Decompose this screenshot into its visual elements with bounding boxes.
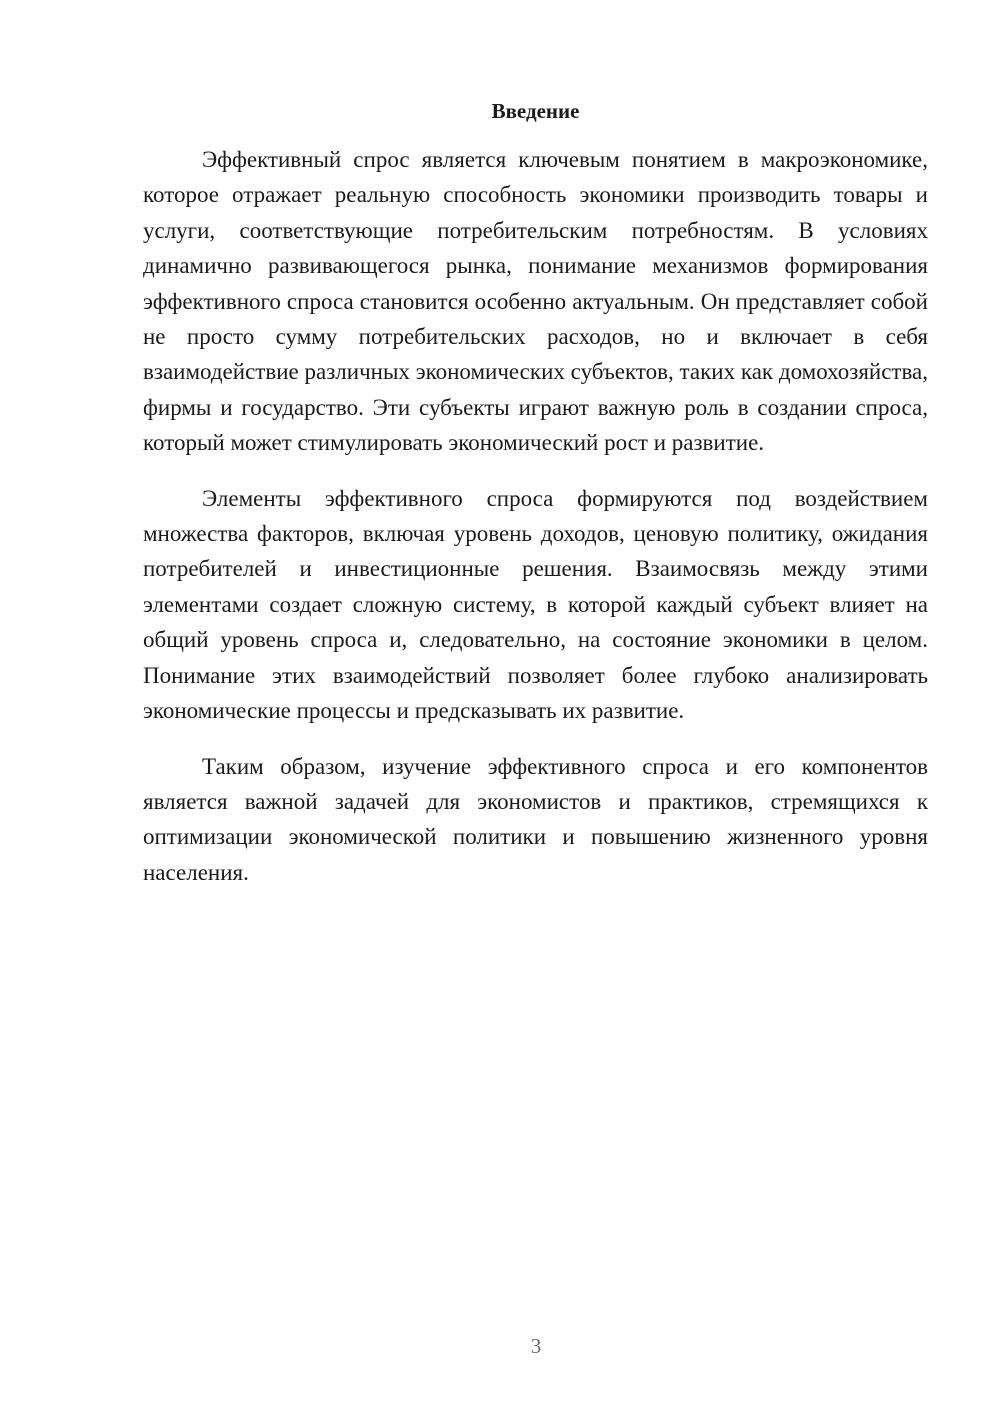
- section-title: Введение: [491, 99, 580, 123]
- paragraph-3: Таким образом, изучение эффективного спроса и его компонентов является важной задачей для экономистов и практиков, стремящихся к оптимизации экономической политики и повышению жизненного уровня населения.: [143, 753, 928, 885]
- page-number: 3: [530, 1334, 542, 1358]
- paragraph-1: Эффективный спрос является ключевым понятием в макроэкономике, которое отражает реальную способность экономики производить товары и услуги, соответствующие потребительским потребностям. В условиях динамично развивающегося рынка, понимание механизмов формирования эффективного спроса становится особенно актуальным. Он представляет собой не просто сумму потребительских расходов, но и включает в себя взаимодействие различных экономических субъектов, таких как домохозяйства, фирмы и государство. Эти субъекты играют важную роль в создании спроса, который может стимулировать экономический рост и развитие.: [143, 147, 928, 456]
- body-text: [143, 142, 928, 910]
- paragraph-2: Элементы эффективного спроса формируются под воздействием множества факторов, включая уровень доходов, ценовую политику, ожидания потребителей и инвестиционные решения. Взаимосвязь между этими элементами создает сложную систему, в которой каждый субъект влияет на общий уровень спроса и, следовательно, на состояние экономики в целом. Понимание этих взаимодействий позволяет более глубоко анализировать экономические процессы и предсказывать их развитие.: [143, 485, 928, 724]
